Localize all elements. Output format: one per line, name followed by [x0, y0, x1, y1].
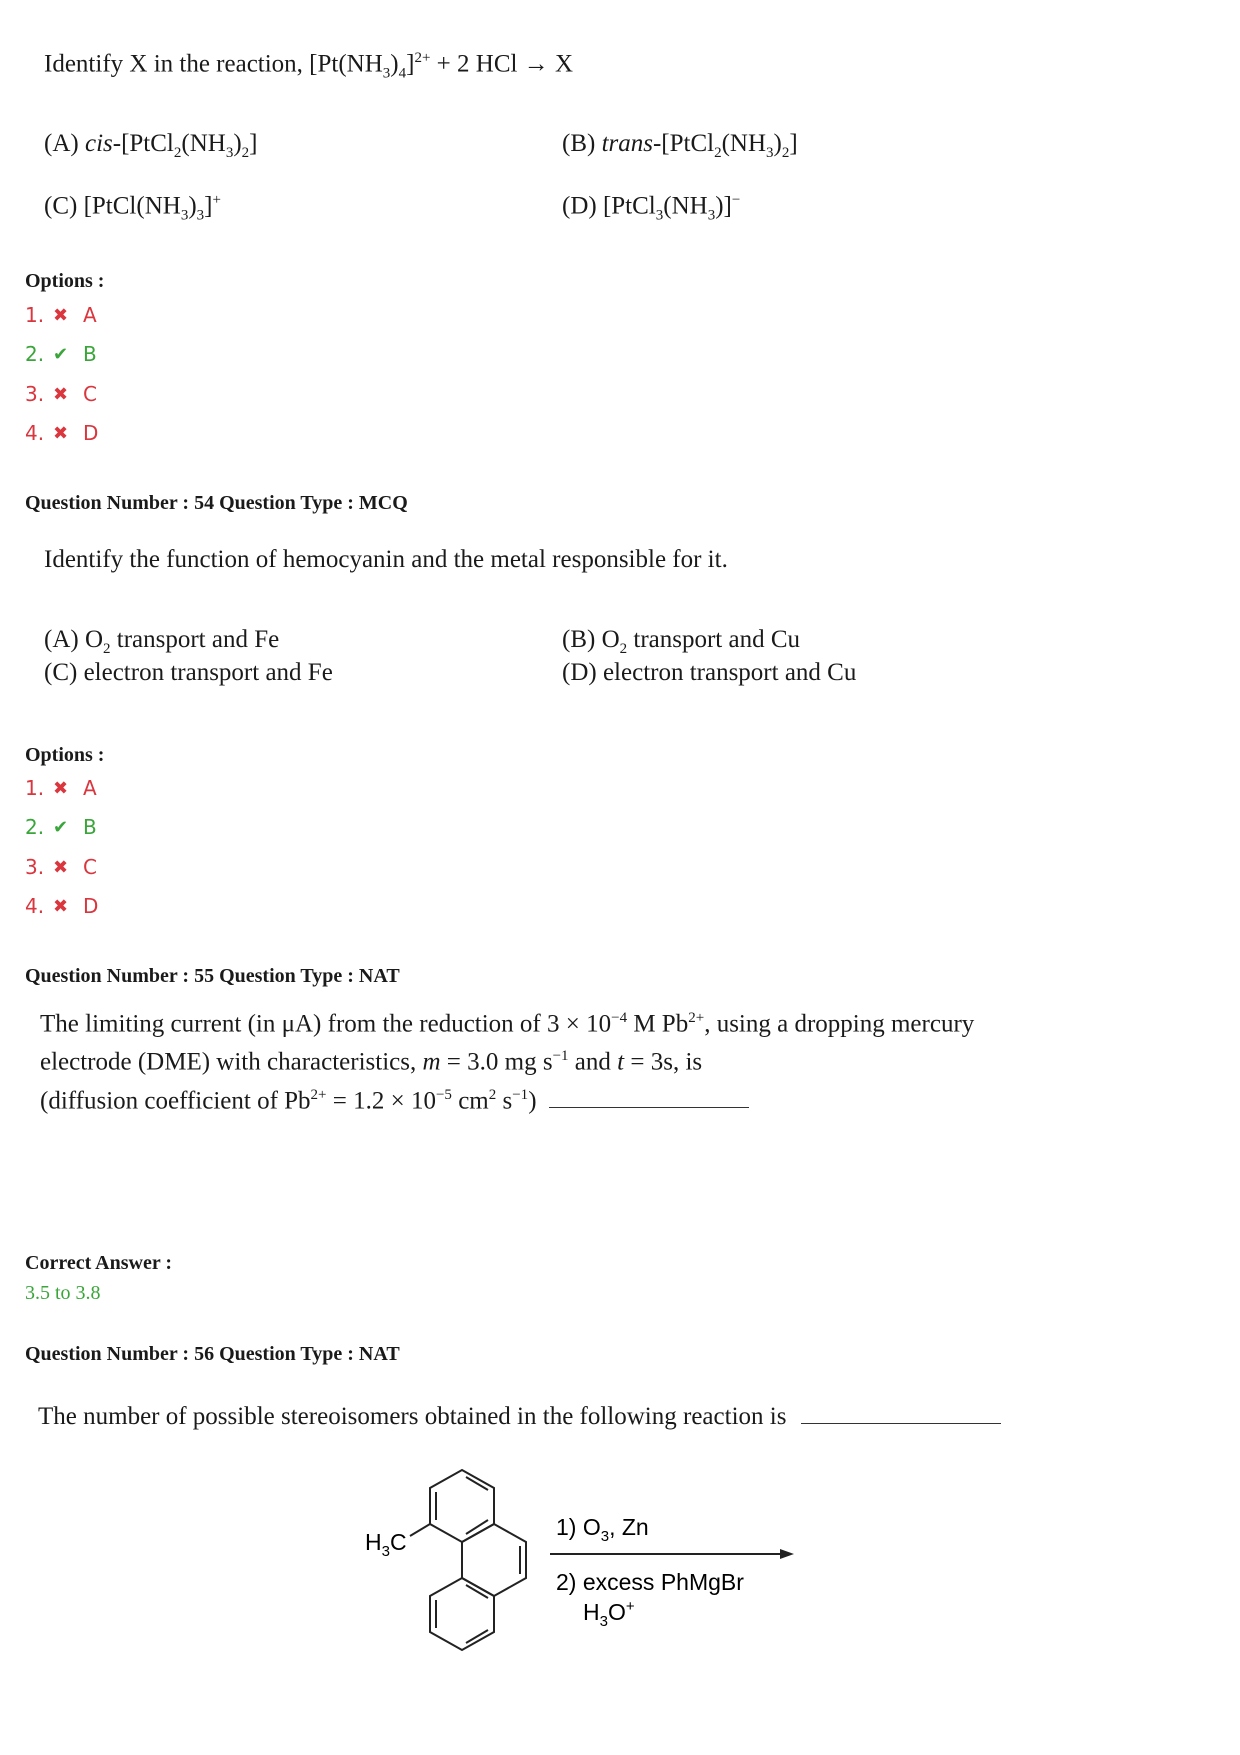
cross-icon: ✖ — [53, 777, 69, 799]
reagent-step-3: $H_3O^+$ — [583, 1598, 635, 1630]
q54-option-1[interactable]: 1. ✖ A — [25, 776, 97, 800]
q54-option-2[interactable]: 2. ✔ B — [25, 815, 97, 839]
check-icon: ✔ — [53, 343, 69, 365]
top-ring — [430, 1470, 494, 1542]
q53-options-label: Options : — [25, 270, 105, 292]
bottom-ring — [430, 1578, 494, 1650]
q53-choice-b: (B) trans-$[PtCl_2(NH_3)_2]$ — [562, 130, 798, 161]
q54-choice-c: (C) electron transport and Fe — [44, 659, 333, 686]
q54-choice-b: (B) $O_2$ transport and Cu — [562, 626, 801, 657]
cross-icon: ✖ — [53, 304, 69, 326]
q55-line-3: (diffusion coefficient of $Pb^{2+} = 1.2 \times 10^{-5}$ $cm^2$ $s^{-1}$) — [40, 1079, 1120, 1117]
reaction-scheme — [340, 1460, 820, 1670]
q53-option-1[interactable]: 1. ✖ A — [25, 303, 97, 327]
arrow-head-icon — [780, 1549, 794, 1559]
methyl-label: $H_3C$ — [365, 1529, 407, 1560]
cross-icon: ✖ — [53, 383, 69, 405]
methyl-bond — [410, 1524, 430, 1536]
q55-answer-value: 3.5 to 3.8 — [25, 1282, 101, 1304]
q54-options-label: Options : — [25, 744, 105, 766]
q56-stem: The number of possible stereoisomers obtained in the following reaction is — [38, 1403, 1001, 1431]
cross-icon: ✖ — [53, 895, 69, 917]
q54-header: Question Number : 54 Question Type : MCQ — [25, 492, 408, 514]
q54-option-3[interactable]: 3. ✖ C — [25, 855, 97, 879]
q55-stem — [40, 1002, 1120, 1117]
reagent-step-1: 1) $O_3$, Zn — [556, 1514, 649, 1545]
q53-stem: Identify X in the reaction, $[Pt(NH_3)_4]^{2+} + 2$ HCl → X — [44, 50, 573, 82]
q53-choice-a: (A) cis-$[PtCl_2(NH_3)_2]$ — [44, 130, 258, 161]
cross-icon: ✖ — [53, 422, 69, 444]
q54-option-4[interactable]: 4. ✖ D — [25, 894, 99, 918]
q55-line-2: electrode (DME) with characteristics, m = 3.0 mg $s^{-1}$ and t = 3s, is — [40, 1048, 703, 1076]
check-icon: ✔ — [53, 816, 69, 838]
q56-header: Question Number : 56 Question Type : NAT — [25, 1343, 400, 1365]
q54-stem: Identify the function of hemocyanin and the metal responsible for it. — [44, 546, 728, 573]
q55-header: Question Number : 55 Question Type : NAT — [25, 965, 400, 987]
reagent-step-2: 2) excess PhMgBr — [556, 1569, 744, 1595]
answer-blank — [549, 1105, 749, 1108]
q55-line-1: The limiting current (in μA) from the reduction of $3 \times 10^{-4}$ M $Pb^{2+}$, using a dropping mercury — [40, 1010, 975, 1038]
q54-choice-a: (A) $O_2$ transport and Fe — [44, 626, 280, 657]
q53-choice-d: (D) $[PtCl_3(NH_3)]^-$ — [562, 192, 741, 224]
middle-ring — [462, 1524, 526, 1596]
q53-option-2[interactable]: 2. ✔ B — [25, 342, 97, 366]
q55-answer-label: Correct Answer : — [25, 1252, 172, 1274]
q53-option-4[interactable]: 4. ✖ D — [25, 421, 99, 445]
q54-choice-d: (D) electron transport and Cu — [562, 659, 857, 686]
cross-icon: ✖ — [53, 856, 69, 878]
answer-blank — [801, 1421, 1001, 1424]
q53-choice-c: (C) $[PtCl(NH_3)_3]^+$ — [44, 192, 221, 224]
q53-option-3[interactable]: 3. ✖ C — [25, 382, 97, 406]
